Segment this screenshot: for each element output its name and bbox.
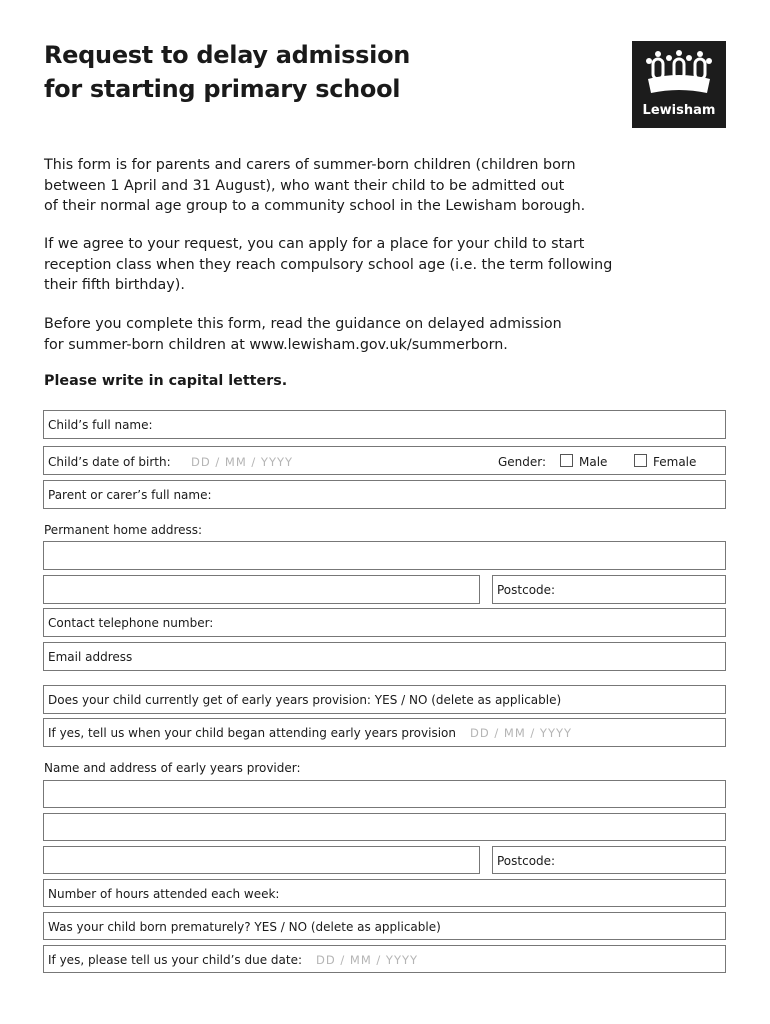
child-dob-label: Child’s date of birth: <box>48 455 171 469</box>
telephone-label: Contact telephone number: <box>48 616 214 630</box>
child-name-field[interactable] <box>43 410 726 439</box>
child-dob-field[interactable] <box>43 446 726 475</box>
male-checkbox[interactable] <box>560 454 573 467</box>
early-years-field[interactable] <box>43 685 726 714</box>
due-date-label: If yes, please tell us your child’s due date: <box>48 953 303 967</box>
provider-postcode-field[interactable] <box>492 846 726 874</box>
early-years-label: Does your child currently get of early years provision: YES / NO (delete as applicable) <box>48 693 562 707</box>
parent-name-field[interactable] <box>43 480 726 509</box>
telephone-field[interactable] <box>43 608 726 637</box>
dob-placeholder: DD / MM / YYYY <box>191 455 294 469</box>
title-line-2: for starting primary school <box>44 75 401 103</box>
due-date-placeholder: DD / MM / YYYY <box>316 953 419 967</box>
hours-field[interactable] <box>43 879 726 907</box>
lewisham-logo <box>632 41 726 128</box>
logo-text: Lewisham <box>642 103 716 118</box>
female-checkbox[interactable] <box>634 454 647 467</box>
gender-label: Gender: <box>498 455 547 469</box>
male-label: Male <box>579 455 608 469</box>
title-line-1: Request to delay admission <box>44 41 411 69</box>
female-label: Female <box>653 455 697 469</box>
child-name-label: Child’s full name: <box>48 418 153 432</box>
text-line: their fifth birthday). <box>44 277 185 293</box>
crown-icon <box>645 49 713 99</box>
text-line: Before you complete this form, read the guidance on delayed admission <box>44 316 562 332</box>
text-line: This form is for parents and carers of summer-born children (children born <box>44 157 576 173</box>
email-field[interactable] <box>43 642 726 671</box>
text-line: for summer-born children at www.lewisham.gov.uk/summerborn. <box>44 336 508 353</box>
provider-address-label: Name and address of early years provider: <box>44 761 301 775</box>
intro-paragraph-2 <box>44 234 612 296</box>
provider-address-line-3[interactable] <box>43 846 480 874</box>
began-attending-label: If yes, tell us when your child began attending early years provision <box>48 726 456 740</box>
due-date-field[interactable] <box>43 945 726 973</box>
hours-label: Number of hours attended each week: <box>48 887 280 901</box>
home-address-line-1[interactable] <box>43 541 726 570</box>
provider-address-line-2[interactable] <box>43 813 726 841</box>
parent-name-label: Parent or carer’s full name: <box>48 488 212 502</box>
began-date-placeholder: DD / MM / YYYY <box>470 726 573 740</box>
premature-field[interactable] <box>43 912 726 940</box>
intro-paragraph-3 <box>44 314 562 355</box>
page-title <box>44 38 410 106</box>
text-line: of their normal age group to a community school in the Lewisham borough. <box>44 198 586 214</box>
text-line: If we agree to your request, you can apply for a place for your child to start <box>44 236 585 252</box>
text-line: between 1 April and 31 August), who want their child to be admitted out <box>44 177 565 194</box>
instruction-text: Please write in capital letters. <box>44 373 288 389</box>
intro-paragraph-1 <box>44 155 585 217</box>
text-line: reception class when they reach compulsory school age (i.e. the term following <box>44 256 613 273</box>
provider-postcode-label: Postcode: <box>497 854 556 868</box>
premature-label: Was your child born prematurely? YES / NO (delete as applicable) <box>48 920 441 934</box>
email-label: Email address <box>48 650 133 664</box>
provider-address-line-1[interactable] <box>43 780 726 808</box>
home-postcode-field[interactable] <box>492 575 726 604</box>
postcode-label: Postcode: <box>497 583 556 597</box>
home-address-line-2[interactable] <box>43 575 480 604</box>
began-attending-field[interactable] <box>43 718 726 747</box>
home-address-label: Permanent home address: <box>44 523 203 537</box>
